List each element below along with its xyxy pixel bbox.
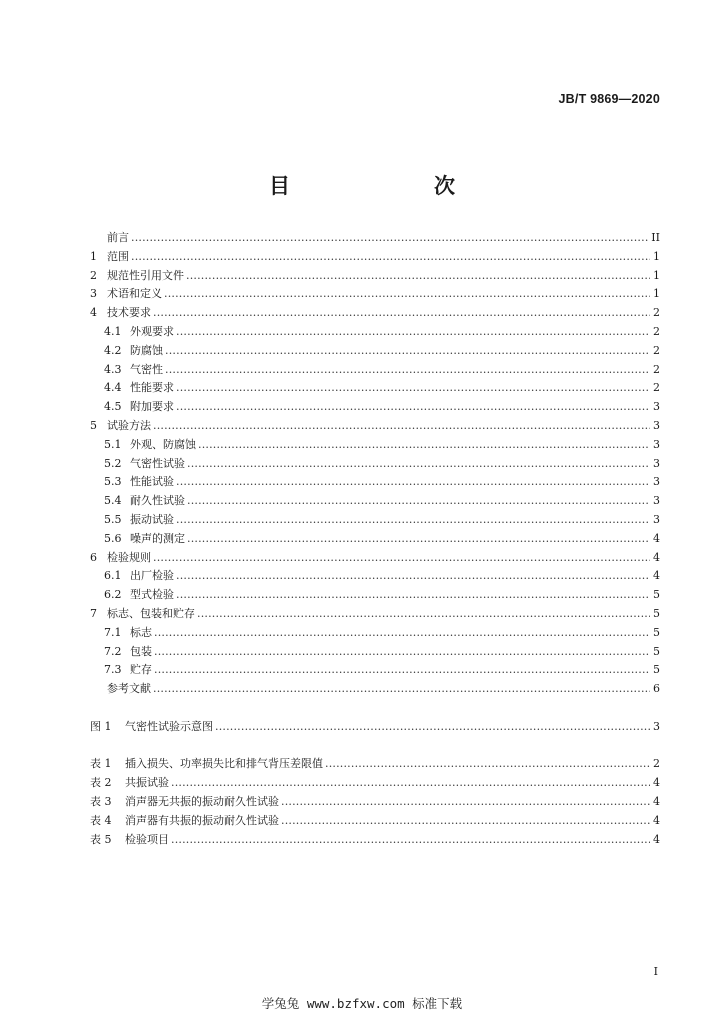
toc-entry[interactable] [90, 492, 660, 511]
dot-leader [176, 473, 650, 492]
standard-code: JB/T 9869—2020 [558, 92, 660, 106]
toc-entry-title: 噪声的测定 [130, 531, 185, 545]
toc-entry-number: 6 [90, 550, 97, 564]
toc-entry-number: 7.3 [104, 663, 122, 677]
toc-entry-title: 标志 [130, 625, 152, 639]
dot-leader [176, 323, 650, 342]
toc-entry[interactable] [90, 661, 660, 680]
table-list-entry[interactable] [90, 755, 660, 774]
toc-entry-title: 技术要求 [107, 306, 151, 320]
toc-entry[interactable] [90, 455, 660, 474]
dot-leader [154, 624, 650, 643]
dot-leader [186, 267, 650, 286]
toc-entry-page: 2 [653, 324, 660, 338]
dot-leader [176, 567, 650, 586]
toc-entry[interactable] [90, 511, 660, 530]
page-number: I [653, 965, 658, 978]
toc-entry-page: 5 [653, 606, 660, 620]
toc-entry-title: 贮存 [130, 663, 152, 677]
toc-entry-number: 4.3 [104, 362, 122, 376]
toc-entry-page: 2 [653, 757, 660, 771]
table-list-entry[interactable] [90, 812, 660, 831]
toc-entry-number: 7.1 [104, 625, 122, 639]
toc-entry[interactable] [90, 586, 660, 605]
section-spacer [90, 699, 660, 718]
dot-leader [187, 455, 650, 474]
toc-entry-number: 7 [90, 606, 97, 620]
toc-entry-title: 消声器无共振的振动耐久性试验 [125, 794, 279, 808]
toc-entry[interactable] [90, 605, 660, 624]
toc-entry-title: 附加要求 [130, 400, 174, 414]
toc-entry-title: 气密性试验 [130, 456, 185, 470]
dot-leader [153, 680, 650, 699]
toc-entry-title: 规范性引用文件 [107, 268, 184, 282]
toc-entry[interactable] [90, 549, 660, 568]
toc-entry-title: 标志、包装和贮存 [107, 606, 195, 620]
toc-entry[interactable] [90, 361, 660, 380]
toc-entry[interactable] [90, 285, 660, 304]
toc-entry-page: 2 [653, 306, 660, 320]
toc-entry[interactable] [90, 680, 660, 699]
toc-entry-page: 2 [653, 343, 660, 357]
toc-entry-title: 共振试验 [125, 776, 169, 790]
toc-entry[interactable] [90, 567, 660, 586]
dot-leader [281, 812, 650, 831]
toc-entry-number: 3 [90, 287, 97, 301]
toc-entry[interactable] [90, 248, 660, 267]
toc-entry-title: 耐久性试验 [130, 494, 185, 508]
dot-leader [176, 379, 650, 398]
toc-entry[interactable] [90, 323, 660, 342]
toc-entry-number: 5.5 [104, 512, 122, 526]
toc-entry-page: 3 [653, 494, 660, 508]
table-list-entry[interactable] [90, 793, 660, 812]
toc-entry-page: 3 [653, 400, 660, 414]
toc-entry-title: 包装 [130, 644, 152, 658]
toc-entry-title: 性能试验 [130, 475, 174, 489]
toc-entry-title: 检验项目 [125, 832, 169, 846]
toc-entry[interactable] [90, 643, 660, 662]
toc-entry-page: 4 [653, 794, 660, 808]
dot-leader [153, 549, 650, 568]
toc-entry-page: 2 [653, 381, 660, 395]
dot-leader [197, 605, 650, 624]
toc-entry-title: 振动试验 [130, 512, 174, 526]
dot-leader [198, 436, 650, 455]
toc-entry-page: 5 [653, 625, 660, 639]
toc-entry-number: 5.2 [104, 456, 122, 470]
dot-leader [325, 755, 650, 774]
toc-entry[interactable] [90, 342, 660, 361]
toc-entry-title: 插入损失、功率损失比和排气背压差限值 [125, 757, 323, 771]
dot-leader [131, 229, 649, 248]
dot-leader [187, 492, 650, 511]
toc-entry-page: 5 [653, 663, 660, 677]
dot-leader [153, 417, 650, 436]
toc-entry-number: 表 4 [90, 813, 112, 827]
toc-entry-number: 4.2 [104, 343, 122, 357]
toc-entry-number: 表 5 [90, 832, 112, 846]
toc-entry-title: 术语和定义 [107, 287, 162, 301]
toc-entry-page: 1 [653, 268, 660, 282]
dot-leader [154, 643, 650, 662]
toc-entry-page: 3 [653, 437, 660, 451]
dot-leader [131, 248, 650, 267]
toc-entry-title: 范围 [107, 249, 129, 263]
dot-leader [153, 304, 650, 323]
footer-watermark: 学兔兔 www.bzfxw.com 标准下载 [261, 996, 463, 1011]
toc-entry[interactable] [90, 398, 660, 417]
toc-entry-page: 1 [653, 249, 660, 263]
dot-leader [281, 793, 650, 812]
toc-entry-title: 性能要求 [130, 381, 174, 395]
toc-entry-page: 4 [653, 776, 660, 790]
toc-entry-number: 6.1 [104, 569, 122, 583]
toc-entry-title: 前言 [107, 231, 129, 244]
toc-entry-number: 5.6 [104, 531, 122, 545]
toc-entry[interactable] [90, 436, 660, 455]
toc-entry-title: 外观、防腐蚀 [130, 437, 196, 451]
toc-entry-number: 表 3 [90, 794, 112, 808]
dot-leader [164, 285, 650, 304]
toc-entry-page: 4 [653, 813, 660, 827]
dot-leader [187, 530, 650, 549]
toc-entry-page: 3 [653, 418, 660, 432]
toc-entry-title: 防腐蚀 [130, 343, 163, 357]
toc-entry-number: 4.4 [104, 381, 122, 395]
dot-leader [154, 661, 650, 680]
toc-entry-page: 2 [653, 362, 660, 376]
toc-entry[interactable] [90, 530, 660, 549]
toc-entry-page: 5 [653, 644, 660, 658]
toc-entry-number: 5.4 [104, 494, 122, 508]
toc-entry-page: 4 [653, 531, 660, 545]
toc-entry-page: II [651, 231, 660, 244]
toc-entry-page: 3 [653, 719, 660, 733]
toc-entry-number: 7.2 [104, 644, 122, 658]
dot-leader [176, 511, 650, 530]
toc-entry-title: 出厂检验 [130, 569, 174, 583]
toc-entry-title: 参考文献 [107, 682, 151, 696]
toc-entry-number: 2 [90, 268, 97, 282]
toc-entry-number: 4.5 [104, 400, 122, 414]
toc-entry-title: 外观要求 [130, 324, 174, 338]
dot-leader [176, 586, 650, 605]
dot-leader [165, 342, 650, 361]
dot-leader [215, 718, 650, 737]
dot-leader [171, 774, 650, 793]
figure-list-entry[interactable] [90, 718, 660, 737]
toc-entry[interactable] [90, 624, 660, 643]
table-list-entry[interactable] [90, 831, 660, 850]
toc-entry-number: 5.3 [104, 475, 122, 489]
toc-entry-title: 检验规则 [107, 550, 151, 564]
toc-entry-page: 5 [653, 588, 660, 602]
dot-leader [176, 398, 650, 417]
toc-entry-page: 1 [653, 287, 660, 301]
toc-entry[interactable] [90, 417, 660, 436]
table-list-entry[interactable] [90, 774, 660, 793]
toc-entry-number: 4.1 [104, 324, 122, 338]
toc-entry-page: 4 [653, 569, 660, 583]
toc-entry[interactable] [90, 267, 660, 286]
toc-entry-page: 3 [653, 512, 660, 526]
toc-entry-number: 表 1 [90, 757, 112, 771]
toc-entry-number: 6.2 [104, 588, 122, 602]
toc-entry-page: 4 [653, 832, 660, 846]
toc-entry-number: 5 [90, 418, 97, 432]
toc-entry-title: 气密性 [130, 362, 163, 376]
toc-entry-page: 4 [653, 550, 660, 564]
toc-entry-page: 6 [653, 682, 660, 696]
section-spacer [90, 737, 660, 756]
toc-entry-number: 1 [90, 249, 97, 263]
toc-entry-title: 气密性试验示意图 [125, 719, 213, 733]
dot-leader [165, 361, 650, 380]
toc-entry-title: 消声器有共振的振动耐久性试验 [125, 813, 279, 827]
toc-entry[interactable] [90, 473, 660, 492]
toc-entry-number: 表 2 [90, 776, 112, 790]
dot-leader [171, 831, 650, 850]
toc-entry-number: 5.1 [104, 437, 122, 451]
toc-entry[interactable] [90, 304, 660, 323]
toc-entry-number: 图 1 [90, 719, 112, 733]
toc-entry-page: 3 [653, 475, 660, 489]
toc-entry[interactable] [90, 229, 660, 248]
toc-entry-title: 型式检验 [130, 588, 174, 602]
toc-entry-title: 试验方法 [107, 418, 151, 432]
toc-entry-number: 4 [90, 306, 97, 320]
page-title: 目 次 [269, 174, 489, 198]
table-of-contents [90, 229, 660, 849]
toc-entry-page: 3 [653, 456, 660, 470]
toc-entry[interactable] [90, 379, 660, 398]
